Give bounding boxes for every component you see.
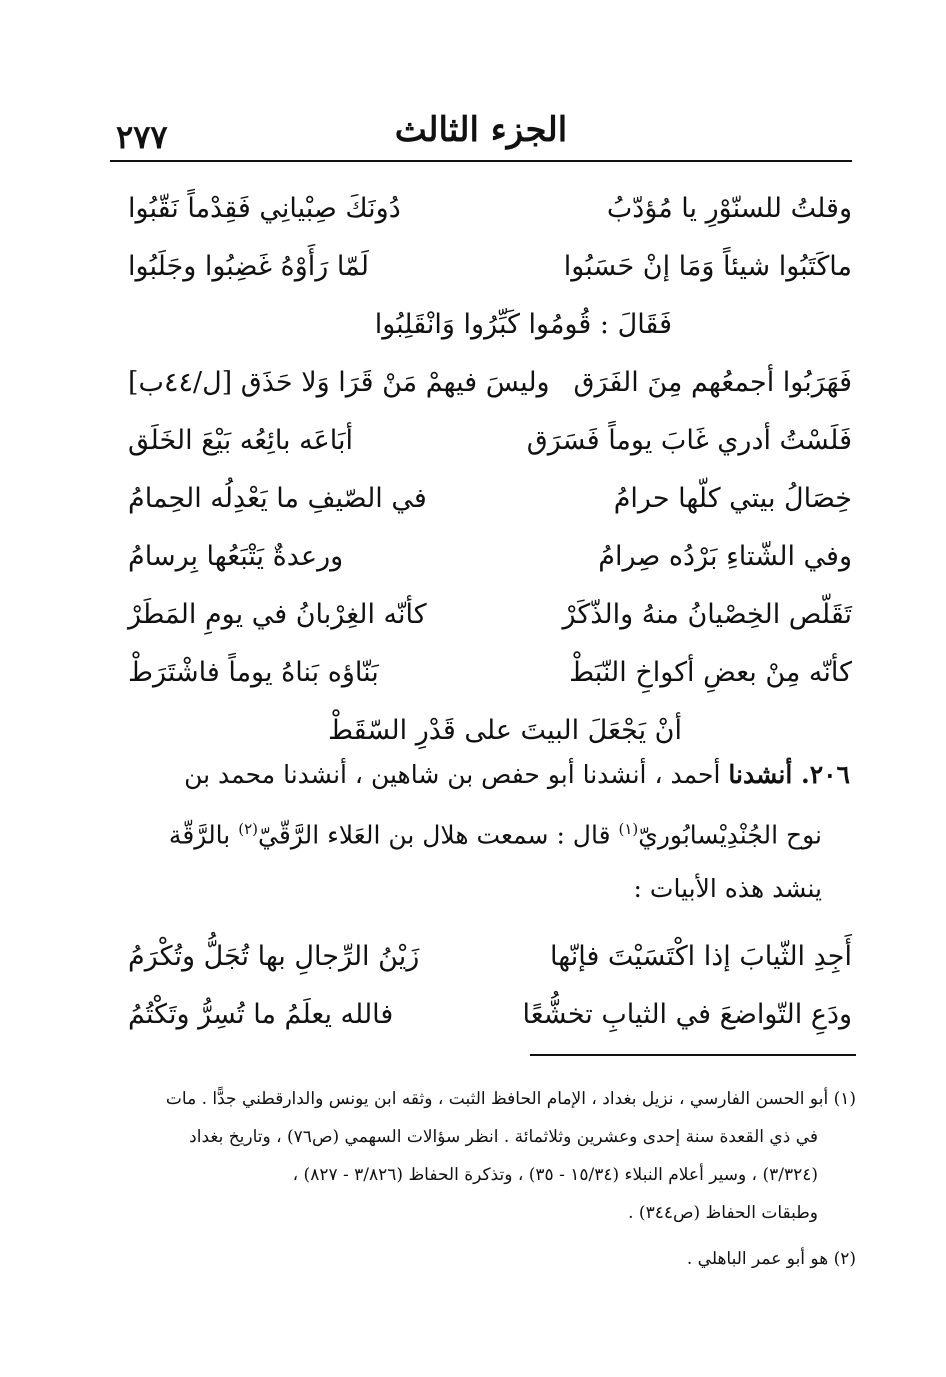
verse-line [128, 180, 852, 238]
footnote-marker: (٢) [833, 1249, 856, 1269]
footnote-ref[interactable]: (٢) [238, 820, 258, 838]
header-rule [110, 160, 852, 162]
verse-line [128, 296, 852, 354]
footnote-line [112, 1240, 856, 1278]
verse-line [128, 354, 852, 412]
verse-single: فَقَالَ : قُومُوا كَبِّرُوا وَانْقَلِبُوا [374, 309, 672, 340]
footnote-line [112, 1156, 856, 1194]
verse-hemistich: بَنّاؤه بَناهُ يوماً فاشْتَرَطْ [128, 657, 379, 688]
verse-hemistich: وقلتُ للسنّوْرِ يا مُؤدّبُ [606, 193, 852, 224]
footnotes [112, 1080, 856, 1278]
verse-hemistich: في الصّيفِ ما يَعْدِلُه الحِمامُ [128, 483, 427, 514]
entry-number: ٢٠٦. أنشدنا [728, 760, 850, 789]
verse-hemistich: لَمّا رَأَوْهُ غَضِبُوا وجَلَبُوا [128, 251, 369, 282]
verse-hemistich: ودَعِ التّواضعَ في الثيابِ تخشُّعًا [522, 999, 852, 1030]
verse-hemistich: ورعدةٌ يَتْبَعُها بِرسامُ [128, 541, 344, 572]
footnote-text: في ذي القعدة سنة إحدى وعشرين وثلاثمائة . انظر سؤالات السهمي (ص٧٦) ، وتاريخ بغداد [189, 1127, 818, 1147]
verse-hemistich: كأنّه الغِرْبانُ في يومِ المَطَرْ [128, 599, 427, 630]
verse-line [128, 986, 852, 1044]
poem-block [128, 928, 852, 1044]
prose-text: ينشد هذه الأبيات : [633, 874, 822, 904]
verse-hemistich: دُونَكَ صِبْيانِي فَقِدْماً نَقّبُوا [128, 193, 401, 224]
verse-line [128, 928, 852, 986]
verse-hemistich: كأنّه مِنْ بعضِ أكواخِ النّبَطْ [569, 657, 852, 688]
prose-line [112, 802, 850, 862]
prose-text: نوح الجُنْدِيْسابُوريّ [638, 820, 822, 850]
footnote-text: أبو الحسن الفارسي ، نزيل بغداد ، الإمام الحافظ الثبت ، وثقه ابن يونس والدارقطني جدًّا . مات [165, 1089, 834, 1109]
verse-hemistich: تَقَلّص الخِصْيانُ منهُ والذّكَرْ [562, 599, 852, 630]
verse-line [128, 644, 852, 702]
footnote-line [112, 1080, 856, 1118]
footnote-rule [530, 1054, 856, 1056]
verse-hemistich: زَيْنُ الرِّجالِ بها تُجَلُّ وتُكْرَمُ [128, 941, 420, 972]
prose-line [112, 862, 850, 916]
page-number: ٢٧٧ [116, 118, 168, 156]
verse-line [128, 412, 852, 470]
verse-hemistich: وفي الشّتاءِ بَرْدُه صِرامُ [598, 541, 852, 572]
verse-line [128, 470, 852, 528]
verse-single: أنْ يَجْعَلَ البيتَ على قَدْرِ السّقَطْ [328, 715, 682, 746]
prose-text: أحمد ، أنشدنا أبو حفص بن شاهين ، أنشدنا محمد بن [184, 760, 729, 789]
footnote-text: وطبقات الحفاظ (ص٣٤٤) . [628, 1203, 818, 1223]
footnote-text: (٣/٣٢٤) ، وسير أعلام النبلاء (١٥/٣٤ - ٣٥) ، وتذكرة الحفاظ (٣/٨٢٦ - ٨٢٧) ، [292, 1165, 818, 1185]
verse-line [128, 238, 852, 296]
verse-hemistich: أبَاعَه بائِعُه بَيْعَ الخَلَق [128, 425, 353, 456]
verse-hemistich: فَهَرَبُوا أجمعُهم مِنَ الفَرَق [573, 367, 852, 398]
narration-paragraph [112, 748, 850, 916]
verse-line [128, 586, 852, 644]
verse-hemistich: وليسَ فيهمْ مَنْ قَرَا وَلا حَذَق [ل/٤٤ب] [128, 367, 550, 398]
footnote-line [112, 1194, 856, 1232]
prose-text: قال : سمعت هلال بن العَلاء الرَّقّيّ [258, 820, 619, 850]
footnote-line [112, 1118, 856, 1156]
verse-hemistich: أَجِدِ الثّيابَ إذا اكْتَسَيْتَ فإنّها [550, 941, 852, 972]
verse-hemistich: فَلَسْتُ أدري غَابَ يوماً فَسَرَق [526, 425, 852, 456]
verse-line [128, 528, 852, 586]
footnote-marker: (١) [833, 1089, 856, 1109]
running-title: الجزء الثالث [394, 110, 568, 150]
footnote-text: هو أبو عمر الباهلي . [686, 1249, 834, 1269]
footnote-ref[interactable]: (١) [618, 820, 639, 838]
verse-hemistich: فالله يعلَمُ ما تُسِرُّ وتَكْتُمُ [128, 999, 394, 1030]
page-header [110, 108, 852, 160]
poem-block [128, 180, 852, 760]
verse-hemistich: ماكَتَبُوا شيئاً وَمَا إنْ حَسَبُوا [563, 251, 852, 282]
prose-line [112, 748, 850, 802]
prose-text: بالرَّقّة [168, 820, 239, 850]
verse-hemistich: خِصَالُ بيتي كلّها حرامُ [613, 483, 852, 514]
